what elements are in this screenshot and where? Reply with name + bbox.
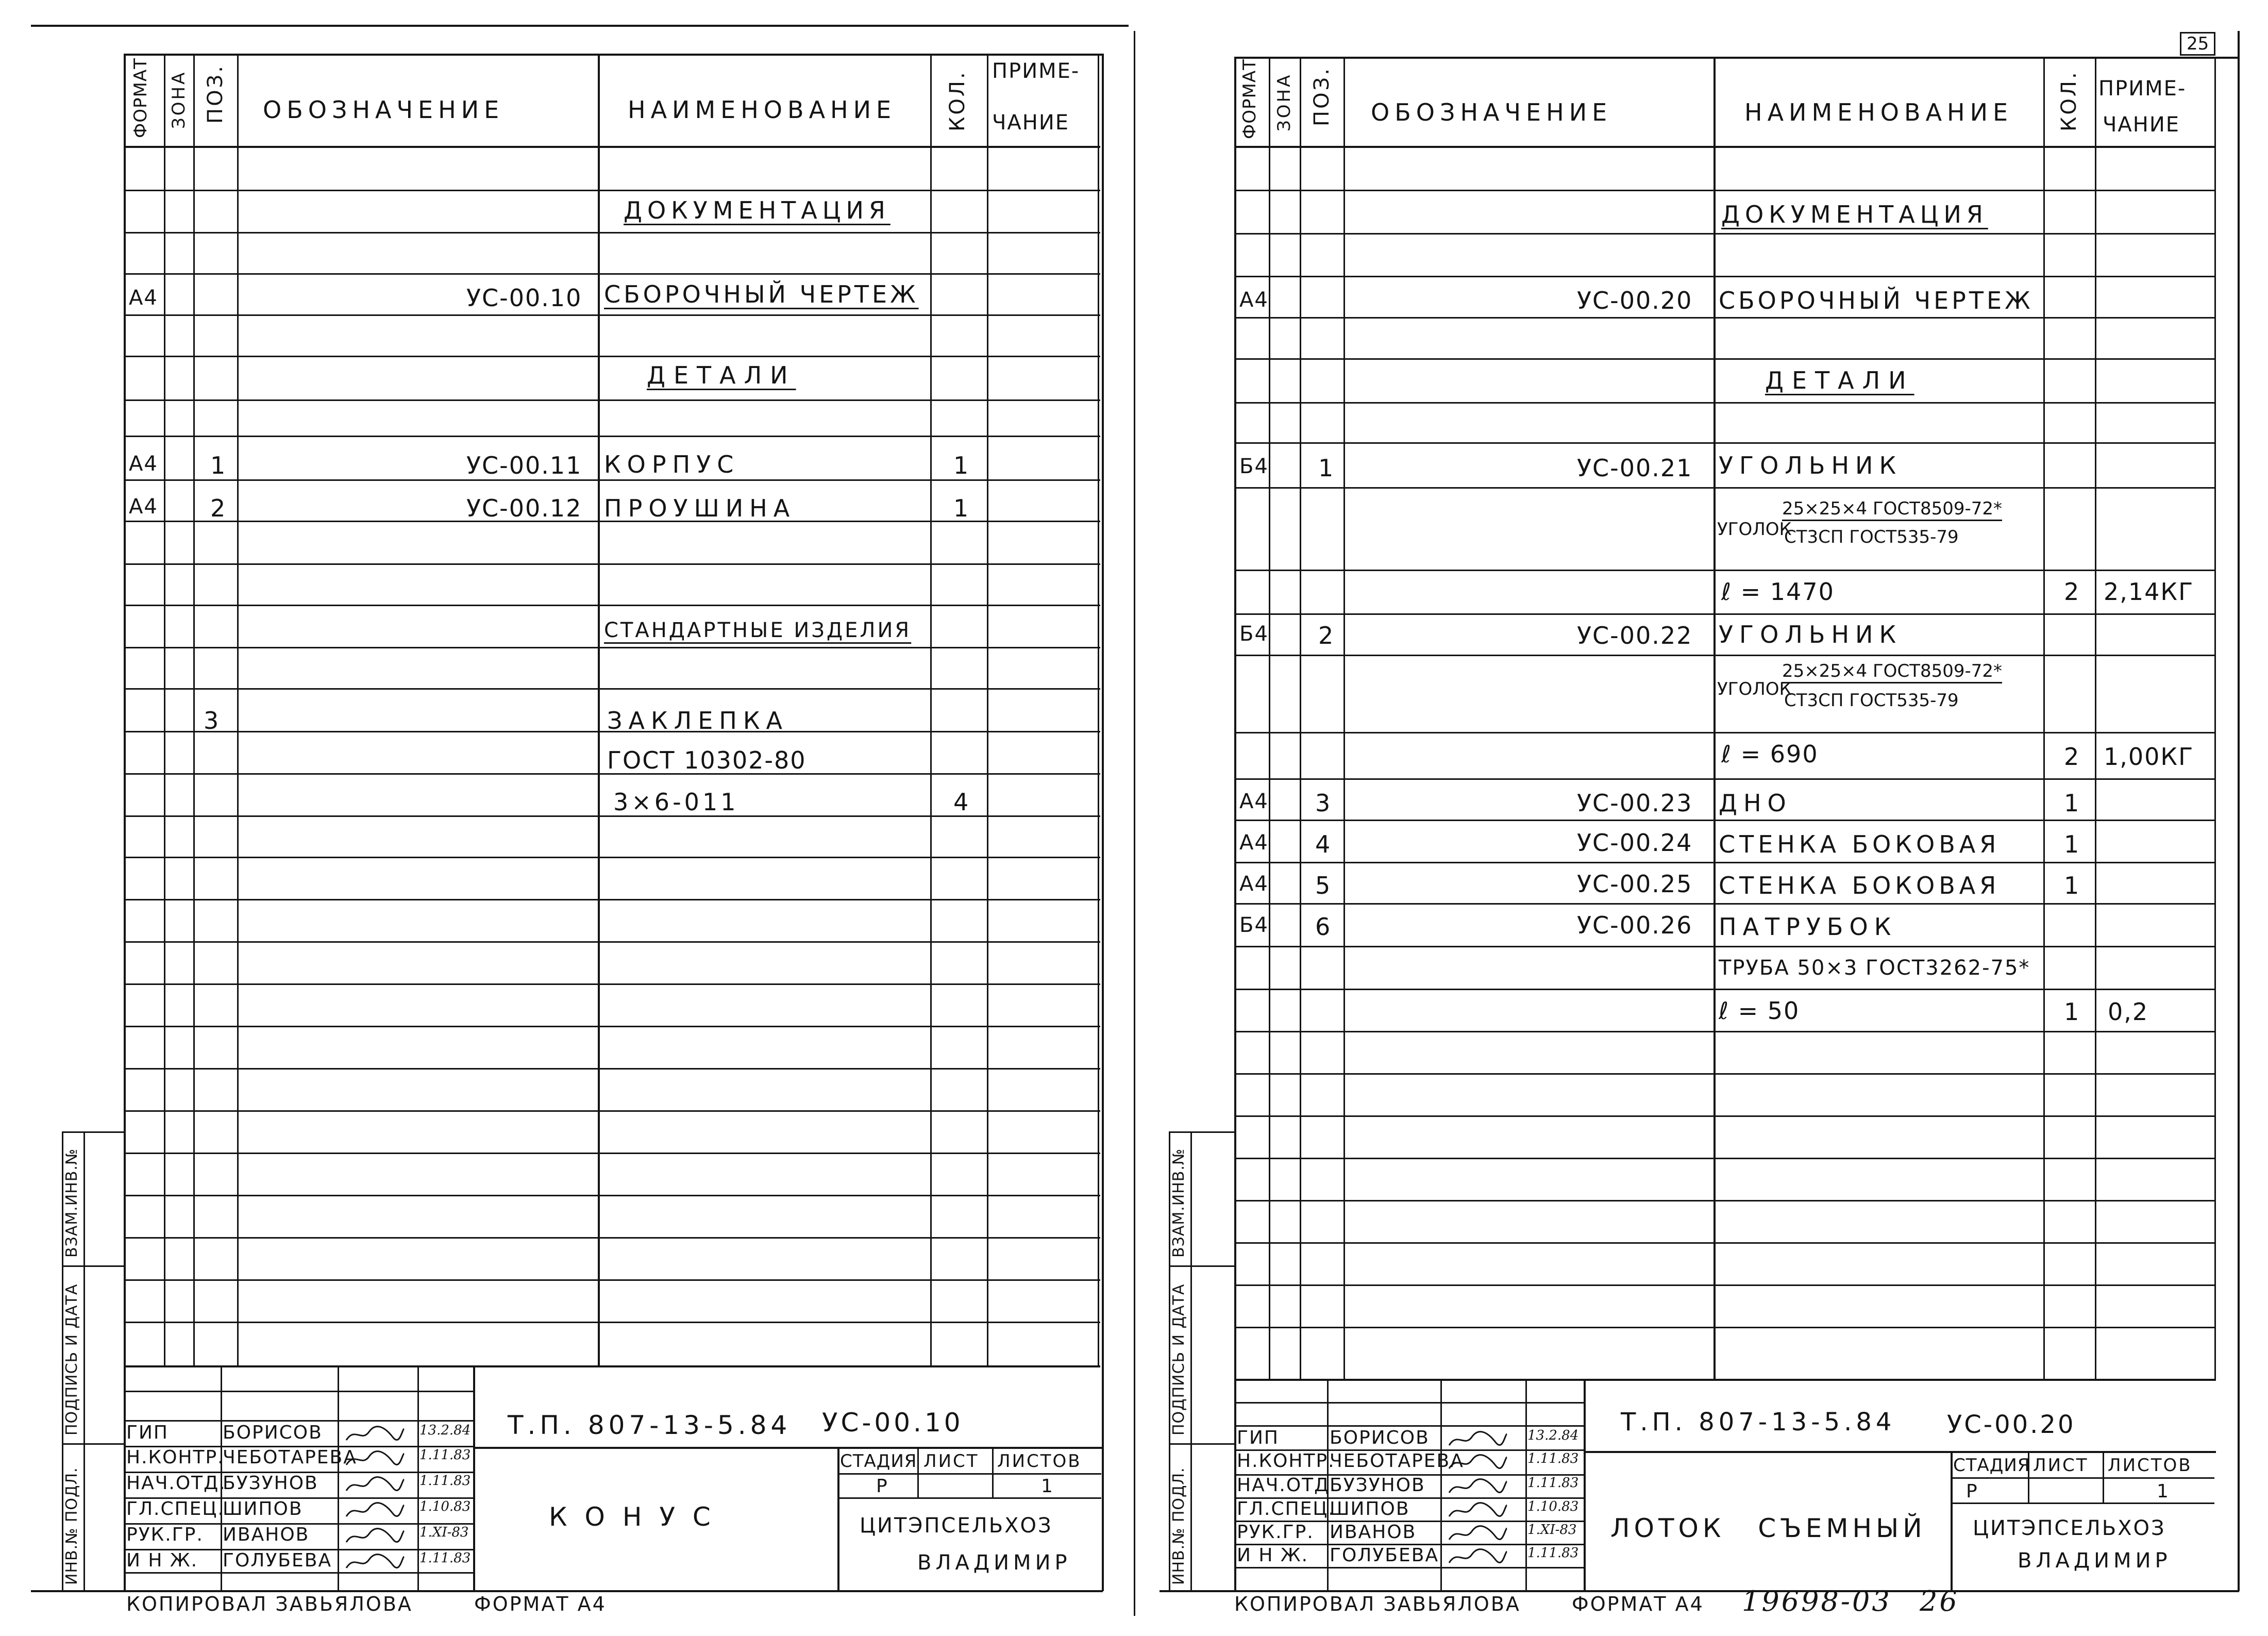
margin-strip-div-1 [62, 1265, 124, 1267]
header-zone: ЗОНА [1274, 73, 1295, 131]
table-top-border [124, 54, 1103, 56]
row-divider [1234, 190, 2216, 191]
tb-role: НАЧ.ОТД. [126, 1473, 226, 1494]
footer-format: ФОРМАТ А4 [1572, 1593, 1704, 1615]
row-3-gost: ГОСТ 10302-80 [607, 746, 807, 774]
row-1-format: Б4 [1239, 455, 1269, 478]
row-divider [1234, 358, 2216, 360]
tb-role: ГЛ.СПЕЦ. [1237, 1498, 1335, 1520]
row-divider [1234, 989, 2216, 990]
tb-sheets-value: 1 [2157, 1481, 2170, 1502]
col-line-name-qty [2043, 57, 2045, 1379]
col-line-designation-name [598, 54, 600, 1365]
tb-signature [344, 1501, 406, 1523]
row-divider [1234, 402, 2216, 404]
tb-role: Н.КОНТР. [1237, 1450, 1335, 1472]
header-qty: КОЛ. [2057, 70, 2081, 131]
tb-person: ШИПОВ [223, 1498, 303, 1520]
tb-role: ГИП [126, 1422, 169, 1443]
tb-sheet-label: ЛИСТ [2033, 1455, 2089, 1476]
row-5-qty: 1 [2064, 872, 2080, 899]
tb-date: 13.2.84 [1527, 1428, 1579, 1443]
frame-left-border [124, 54, 126, 1591]
row-2-qty: 2 [2064, 743, 2080, 771]
col-line-note-right [1098, 54, 1099, 1365]
margin-strip-div-2 [1169, 1443, 1234, 1445]
row-1-pos: 1 [210, 452, 227, 479]
row-2-angle-spec: 25×25×4 ГОСТ8509-72* [1782, 662, 2002, 683]
row-details: ДЕТАЛИ [1765, 366, 1914, 394]
tb-signature [344, 1449, 406, 1472]
tb-top-border [1234, 1379, 2216, 1381]
tb-signature [1447, 1453, 1509, 1475]
row-1-mass: 2,14КГ [2104, 578, 2194, 606]
tb-code: УС-00.20 [1947, 1410, 2076, 1439]
row-4-name: СТЕНКА БОКОВАЯ [1719, 830, 2001, 858]
tb-signature [344, 1425, 406, 1447]
row-4-pos: 4 [1315, 830, 1332, 858]
tb-col-sheet-sheets [2103, 1451, 2104, 1503]
header-note-2: ЧАНИЕ [2103, 113, 2180, 137]
tb-org-1: ЦИТЭПСЕЛЬХОЗ [860, 1514, 1053, 1538]
header-note-1: ПРИМЕ- [992, 59, 1080, 83]
tb-code: УС-00.10 [822, 1408, 964, 1438]
row-divider [1234, 487, 2216, 489]
tb-person: ЧЕБОТАРЕВА [1330, 1450, 1464, 1472]
tb-org-1: ЦИТЭПСЕЛЬХОЗ [1973, 1516, 2166, 1540]
tb-person: ГОЛУБЕВА [223, 1550, 332, 1571]
row-divider [1234, 1031, 2216, 1032]
row-divider [124, 232, 1100, 233]
tb-row-line-1 [124, 1420, 474, 1422]
row-divider [124, 563, 1100, 565]
row-divider [1234, 903, 2216, 905]
tb-col-sign-date [1525, 1379, 1527, 1590]
col-line-format-zone [1269, 57, 1270, 1379]
row-3-pos: 3 [204, 707, 220, 734]
tb-stage-value: Р [876, 1476, 888, 1497]
tb-col-name-sign [338, 1365, 339, 1591]
col-line-zone-pos [193, 54, 195, 1365]
row-asm-designation: УС-00.10 [466, 284, 582, 312]
row-2-format: Б4 [1239, 622, 1269, 646]
tb-top-border [124, 1365, 1100, 1367]
row-divider [1234, 613, 2216, 615]
tb-date: 1.10.83 [419, 1499, 471, 1514]
tb-role: РУК.ГР. [126, 1524, 204, 1545]
row-2-length: ℓ = 690 [1721, 740, 1819, 768]
col-line-format-zone [164, 54, 165, 1365]
row-documentation: ДОКУМЕНТАЦИЯ [1721, 201, 1988, 228]
tb-sheets-value: 1 [1041, 1476, 1054, 1497]
tb-signature [344, 1527, 406, 1549]
row-divider [124, 983, 1100, 985]
tb-col-title-stage [837, 1447, 839, 1591]
row-asm-name: СБОРОЧНЫЙ ЧЕРТЕЖ [1719, 287, 2034, 314]
row-divider [124, 1237, 1100, 1239]
row-divider [1234, 1242, 2216, 1244]
tb-sheet-label: ЛИСТ [923, 1451, 979, 1472]
row-3-name: ЗАКЛЕПКА [607, 707, 788, 734]
frame-right-border [2238, 31, 2240, 1591]
tb-date: 1.11.83 [1527, 1451, 1579, 1466]
row-divider [1234, 233, 2216, 235]
row-5-designation: УС-00.25 [1577, 870, 1693, 898]
row-divider [1234, 570, 2216, 571]
tb-col-date-main [473, 1365, 475, 1591]
page-number: 25 [2180, 32, 2215, 56]
header-pos: ПОЗ. [204, 64, 227, 124]
row-divider [124, 1110, 1100, 1112]
row-5-format: А4 [1239, 872, 1269, 896]
tb-person: ЧЕБОТАРЕВА [223, 1447, 357, 1468]
tb-row-line-0 [1234, 1402, 1584, 1404]
tb-date: 13.2.84 [419, 1423, 471, 1438]
row-divider [124, 1153, 1100, 1154]
tb-date: 1.11.83 [419, 1447, 471, 1463]
row-divider [1234, 1115, 2216, 1117]
tb-stage-value: Р [1966, 1481, 1978, 1502]
spec-sheet-right [1134, 0, 2268, 1636]
tb-signature [1447, 1524, 1509, 1546]
col-line-qty-note [2095, 57, 2096, 1379]
row-2-name: УГОЛЬНИК [1719, 621, 1903, 648]
col-line-note-right [2214, 57, 2216, 1379]
tb-person: БОРИСОВ [223, 1422, 323, 1443]
row-divider [124, 647, 1100, 648]
tb-col-sheet-sheets [992, 1447, 994, 1497]
margin-label-podpis-data: ПОДПИСЬ И ДАТА [1170, 1283, 1188, 1435]
header-bottom-border [124, 146, 1100, 148]
row-3-size: 3×6-011 [613, 788, 739, 816]
header-name: НАИМЕНОВАНИЕ [1744, 98, 2013, 126]
tb-sheets-label: ЛИСТОВ [997, 1451, 1082, 1472]
row-1-name: УГОЛЬНИК [1719, 452, 1903, 479]
tb-role: ГИП [1237, 1427, 1279, 1448]
row-1-format: А4 [129, 452, 158, 476]
row-divider [124, 688, 1100, 690]
col-line-pos-designation [237, 54, 239, 1365]
tb-person: ИВАНОВ [1330, 1522, 1417, 1543]
footer-copied: КОПИРОВАЛ ЗАВЬЯЛОВА [1234, 1593, 1521, 1615]
row-divider [124, 857, 1100, 858]
row-2-name: ПРОУШИНА [604, 494, 796, 522]
margin-strip-inner [1190, 1131, 1192, 1590]
margin-strip-top [62, 1131, 124, 1133]
row-details: ДЕТАЛИ [647, 361, 796, 389]
margin-strip-div-2 [62, 1443, 124, 1445]
tb-col-name-sign [1440, 1379, 1442, 1590]
row-3-pos: 3 [1315, 789, 1332, 817]
col-line-name-qty [930, 54, 932, 1365]
row-asm-format: А4 [129, 286, 158, 310]
frame-bottom-border [1160, 1590, 2239, 1592]
tb-person: ИВАНОВ [223, 1524, 310, 1545]
header-pos: ПОЗ. [1310, 66, 1334, 126]
col-line-pos-designation [1343, 57, 1345, 1379]
row-divider [124, 1026, 1100, 1027]
row-1-length: ℓ = 1470 [1721, 578, 1835, 606]
tb-role: И Н Ж. [1237, 1545, 1309, 1566]
tb-date: 1.XI-83 [1527, 1522, 1577, 1538]
tb-person: БОРИСОВ [1330, 1427, 1430, 1448]
row-asm-designation: УС-00.20 [1577, 287, 1693, 314]
tb-date: 1.11.83 [1527, 1475, 1579, 1491]
row-divider [1234, 946, 2216, 947]
row-divider [124, 314, 1100, 316]
row-4-qty: 1 [2064, 830, 2080, 858]
col-line-zone-pos [1300, 57, 1301, 1379]
row-divider [1234, 442, 2216, 444]
row-divider [1234, 862, 2216, 863]
row-1-designation: УС-00.21 [1577, 454, 1693, 482]
row-6-pipe: ТРУБА 50×3 ГОСТ3262-75* [1719, 956, 2030, 980]
tb-row-line-1 [1234, 1425, 1584, 1427]
row-3-designation: УС-00.23 [1577, 789, 1693, 817]
header-format: ФОРМАТ [1239, 59, 1260, 139]
tb-row-line-0 [124, 1391, 474, 1392]
row-divider [124, 356, 1100, 357]
row-2-pos: 2 [210, 494, 227, 522]
row-4-format: А4 [1239, 831, 1269, 855]
margin-strip-inner [83, 1131, 85, 1590]
header-qty: КОЛ. [946, 70, 969, 131]
tb-main-divider [473, 1447, 1102, 1449]
tb-title: КОНУС [549, 1502, 728, 1532]
margin-label-inv-podl: ИНВ.№ ПОДЛ. [1170, 1467, 1188, 1585]
row-divider [1234, 317, 2216, 319]
row-4-designation: УС-00.24 [1577, 829, 1693, 857]
header-designation: ОБОЗНАЧЕНИЕ [263, 96, 505, 124]
tb-person: БУЗУНОВ [223, 1473, 318, 1494]
tb-signature [1447, 1501, 1509, 1523]
row-6-length: ℓ = 50 [1719, 997, 1800, 1025]
tb-col-title-stage [1951, 1451, 1953, 1590]
margin-label-podpis-data: ПОДПИСЬ И ДАТА [63, 1283, 81, 1435]
top-edge-line [31, 25, 1129, 27]
row-2-mass: 1,00КГ [2104, 743, 2194, 771]
tb-stage-label: СТАДИЯ [1953, 1455, 2030, 1476]
row-2-format: А4 [129, 495, 158, 519]
row-divider [124, 436, 1100, 437]
row-divider [1234, 732, 2216, 733]
header-format: ФОРМАТ [130, 58, 151, 138]
row-1-angle-material: СТ3СП ГОСТ535-79 [1784, 527, 1959, 547]
margin-label-vzam-inv: ВЗАМ.ИНВ.№ [63, 1148, 81, 1258]
tb-project: Т.П. 807-13-5.84 [508, 1410, 792, 1440]
row-divider [124, 1195, 1100, 1196]
tb-role: ГЛ.СПЕЦ. [126, 1498, 225, 1520]
tb-col-stage-sheet [917, 1447, 919, 1497]
row-divider [124, 399, 1100, 401]
tb-sheets-label: ЛИСТОВ [2108, 1455, 2192, 1476]
tb-signature [1447, 1430, 1509, 1452]
tb-main-divider [1584, 1451, 2216, 1453]
tb-signature [344, 1475, 406, 1497]
tb-role: Н.КОНТР. [126, 1447, 225, 1468]
tb-stage-value-line [837, 1497, 1101, 1499]
row-5-name: СТЕНКА БОКОВАЯ [1719, 872, 2001, 899]
margin-strip-top [1169, 1131, 1234, 1133]
row-1-qty: 1 [953, 452, 970, 479]
row-3-qty: 1 [2064, 789, 2080, 817]
tb-stage-header-line [837, 1473, 1101, 1475]
tb-signature [1447, 1477, 1509, 1499]
tb-col-sign-date [417, 1365, 419, 1591]
footer-copied: КОПИРОВАЛ ЗАВЬЯЛОВА [126, 1593, 413, 1615]
row-documentation: ДОКУМЕНТАЦИЯ [624, 196, 891, 224]
row-1-qty: 2 [2064, 578, 2080, 606]
header-note-2: ЧАНИЕ [992, 111, 1070, 135]
tb-project: Т.П. 807-13-5.84 [1621, 1408, 1896, 1437]
row-2-designation: УС-00.22 [1577, 622, 1693, 649]
row-divider [1234, 1284, 2216, 1286]
row-2-designation: УС-00.12 [466, 494, 582, 522]
frame-left-border [1234, 57, 1236, 1591]
row-divider [124, 1068, 1100, 1070]
row-1-name: КОРПУС [604, 450, 740, 478]
row-6-format: Б4 [1239, 913, 1269, 937]
tb-date: 1.11.83 [1527, 1545, 1579, 1561]
row-2-angle-prefix: УГОЛОК [1717, 679, 1792, 699]
tb-signature [1447, 1547, 1509, 1570]
tb-person: БУЗУНОВ [1330, 1475, 1425, 1496]
row-divider [124, 479, 1100, 481]
tb-person: ШИПОВ [1330, 1498, 1410, 1520]
table-top-border [1234, 57, 2239, 59]
row-divider [1234, 276, 2216, 277]
row-divider [124, 605, 1100, 606]
row-divider [1234, 820, 2216, 821]
row-6-designation: УС-00.26 [1577, 911, 1693, 939]
margin-strip-div-1 [1169, 1265, 1234, 1267]
row-divider [1234, 778, 2216, 780]
tb-date: 1.XI-83 [419, 1525, 469, 1540]
row-2-qty: 1 [953, 494, 970, 522]
row-3-name: ДНО [1719, 789, 1792, 817]
row-5-pos: 5 [1315, 872, 1332, 899]
row-divider [1234, 1073, 2216, 1075]
row-3-format: А4 [1239, 790, 1269, 813]
footer-archive-number: 19698-03 [1742, 1585, 1892, 1617]
tb-date: 1.11.83 [419, 1550, 471, 1566]
row-1-designation: УС-00.11 [466, 452, 582, 479]
header-name: НАИМЕНОВАНИЕ [628, 96, 897, 124]
col-line-qty-note [987, 54, 988, 1365]
tb-title: ЛОТОК СЪЕМНЫЙ [1610, 1513, 1926, 1543]
row-divider [124, 190, 1100, 191]
tb-date: 1.11.83 [419, 1473, 471, 1489]
row-6-qty: 1 [2064, 998, 2080, 1026]
footer-format: ФОРМАТ А4 [474, 1593, 607, 1615]
header-note-1: ПРИМЕ- [2098, 77, 2187, 101]
tb-role: НАЧ.ОТД. [1237, 1475, 1337, 1496]
header-bottom-border [1234, 146, 2216, 148]
tb-stage-header-line [1951, 1477, 2214, 1479]
tb-signature [344, 1552, 406, 1575]
header-designation: ОБОЗНАЧЕНИЕ [1371, 98, 1612, 126]
row-1-pos: 1 [1318, 454, 1335, 482]
row-divider [1234, 1567, 1584, 1568]
frame-right-border [1102, 54, 1104, 1591]
footer-page-number: 26 [1920, 1585, 1959, 1617]
tb-stage-value-line [1951, 1503, 2214, 1504]
row-asm-format: А4 [1239, 288, 1269, 312]
row-asm-name: СБОРОЧНЫЙ ЧЕРТЕЖ [604, 280, 919, 308]
row-divider [1234, 1200, 2216, 1201]
tb-org-2: ВЛАДИМИР [2018, 1549, 2172, 1573]
row-divider [124, 1279, 1100, 1281]
margin-label-vzam-inv: ВЗАМ.ИНВ.№ [1170, 1148, 1188, 1258]
row-6-name: ПАТРУБОК [1719, 913, 1897, 941]
row-6-pos: 6 [1315, 913, 1332, 941]
row-divider [124, 273, 1100, 275]
row-1-angle-spec: 25×25×4 ГОСТ8509-72* [1782, 500, 2002, 521]
row-divider [124, 899, 1100, 900]
tb-date: 1.10.83 [1527, 1499, 1579, 1514]
row-divider [124, 941, 1100, 943]
row-divider [1234, 655, 2216, 656]
row-6-mass: 0,2 [2108, 998, 2149, 1026]
margin-label-inv-podl: ИНВ.№ ПОДЛ. [63, 1467, 81, 1585]
tb-org-2: ВЛАДИМИР [917, 1551, 1071, 1575]
header-zone: ЗОНА [169, 70, 189, 129]
row-divider [1234, 1327, 2216, 1328]
tb-stage-label: СТАДИЯ [840, 1451, 917, 1472]
row-2-angle-material: СТ3СП ГОСТ535-79 [1784, 690, 1959, 711]
tb-person: ГОЛУБЕВА [1330, 1545, 1439, 1566]
row-divider [124, 1572, 474, 1574]
col-line-designation-name [1713, 57, 1716, 1379]
row-2-pos: 2 [1318, 622, 1335, 649]
row-1-angle-prefix: УГОЛОК [1717, 519, 1792, 540]
tb-role: РУК.ГР. [1237, 1522, 1314, 1543]
row-divider [1234, 1158, 2216, 1159]
tb-role: И Н Ж. [126, 1550, 198, 1571]
row-divider [124, 1322, 1100, 1323]
tb-col-date-main [1584, 1379, 1586, 1590]
row-standard-items: СТАНДАРТНЫЕ ИЗДЕЛИЯ [604, 619, 912, 642]
row-3-qty: 4 [953, 788, 970, 816]
frame-bottom-border [31, 1590, 1103, 1592]
